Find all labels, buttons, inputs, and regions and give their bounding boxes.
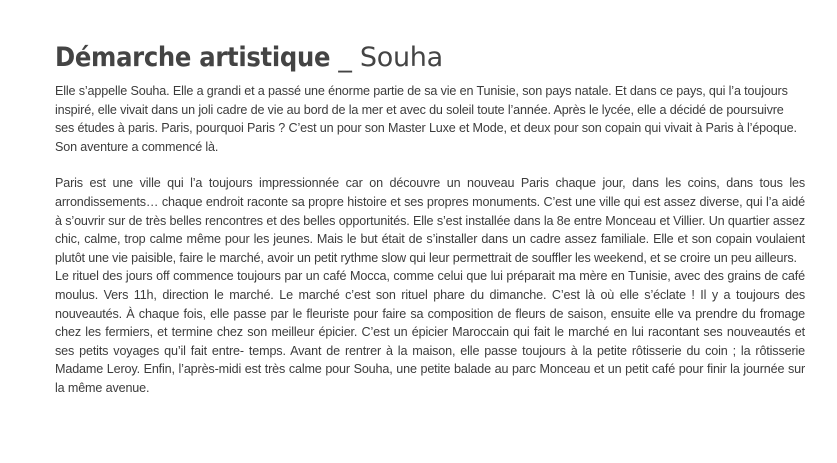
title-separator: _ xyxy=(330,42,360,73)
paragraph-ritual: Le rituel des jours off commence toujours par un café Mocca, comme celui que lui préparait ma mère en Tunisie, avec des grains de café moulus. Vers 11h, direction le marché. Le marché c’est son rituel phare du dimanche. C’est là où elle s’éclate ! Il y a toujours des nouveautés. À chaque fois, elle passe par le fleuriste pour faire sa composition de fleurs de saison, ensuite elle va prendre du fromage chez les fermiers, et termine chez son meilleur épicier. C’est un épicier Maroccain qui fait le marché en lui racontant ses nouveautés et ses petits voyages qu’il fait entre- temps. Avant de rentrer à la maison, elle passe toujours à la petite rôtisserie du coin ; la rôtisserie Madame Leroy. Enfin, l’après-midi est très calme pour Souha, une petite balade au parc Monceau et un petit café pour finir la journée sur la même avenue. xyxy=(55,269,805,395)
paragraph-intro: Elle s’appelle Souha. Elle a grandi et a passé une énorme partie de sa vie en Tunisie, son pays natale. Et dans ce pays, qui l’a toujours inspiré, elle vivait dans un joli cadre de vie au bord de la mer et avec du soleil toute l’année. Après le lycée, elle a décidé de poursuivre ses études à paris. Paris, pourquoi Paris ? C’est un pour son Master Luxe et Mode, et deux pour son copain qui vivait à Paris à l’époque. Son aventure a commencé là. xyxy=(55,84,797,154)
title-author: Souha xyxy=(359,42,443,73)
paragraph-spacer xyxy=(55,156,805,174)
paragraph-paris: Paris est une ville qui l’a toujours impressionnée car on découvre un nouveau Paris chaque jour, dans les coins, dans tous les arrondissements… chaque endroit raconte sa propre histoire et ses propres monuments. C’est une ville qui est assez diverse, qui l’a aidé à s’ouvrir sur de très belles rencontres et des belles opportunités. Elle s’est installée dans la 8e entre Monceau et Villier. Un quartier assez chic, calme, trop calme même pour les jeunes. Mais le but était de s’installer dans un cadre assez familiale. Elle et son copain voulaient plutôt une vie paisible, faire le marché, avoir un petit rythme slow qui leur permettrait de souffler les weekend, et se croire un peu ailleurs. xyxy=(55,176,805,265)
page-title xyxy=(55,40,805,76)
title-main: Démarche artistique xyxy=(55,42,331,73)
document-page xyxy=(55,40,805,398)
